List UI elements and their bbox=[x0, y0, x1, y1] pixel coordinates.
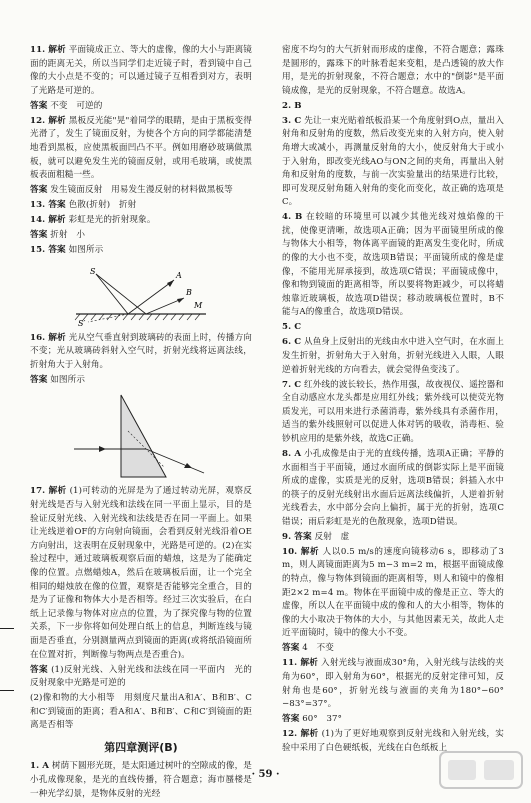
fig-label-s: S bbox=[90, 266, 96, 276]
q14-answer-label: 答案 bbox=[30, 230, 48, 241]
q17-answer-2 bbox=[30, 692, 252, 733]
q16-label: 16. 解析 bbox=[30, 332, 66, 343]
sec-q4-text: 在较暗的环境里可以减少其他光线对烛焰像的干扰，使像更清晰，故选项A正确；因为平面镜里所成的像与物体大小相等，物体离平面镜的距离发生变化时，所成的像的大小也不变，故选项B错误；平面镜所成的像是虚像，不能用光屏承接到，故选项C错误；平面镜成像中，像和物到镜面的距离相等，所以要将物距减少，可以将蜡烛靠近玻璃板，故选项D错误；移动玻璃板位置时，B不能与A的像重合，故选项D错误。 bbox=[282, 212, 504, 318]
sec-q9 bbox=[282, 531, 504, 545]
sec-q3-label: 3. C bbox=[282, 115, 302, 126]
q11-answer-label: 答案 bbox=[30, 100, 48, 111]
sec-q6 bbox=[282, 336, 504, 377]
sec-q10-label: 10. 解析 bbox=[282, 546, 320, 557]
q16-prism-diagram bbox=[66, 391, 216, 481]
right-column bbox=[282, 44, 504, 757]
q17-explanation bbox=[30, 485, 252, 662]
sec-q1-continued: 密度不均匀的大气折射而形成的虚像，不符合题意；露珠是圆形的，露珠下的叶脉看起来变粗，是凸透镜的放大作用，是光的折射现象，不符合题意；水中的"倒影"是平面镜成像，是光的反射现象，不符合题意。故选A。 bbox=[282, 45, 504, 96]
q12-text: 黑板反光能"晃"着同学的眼睛，是由于黑板变得光滑了，发生了镜面反射，为使各个方向的同学都能清楚地看到黑板，应使黑板面凹凸不平。例如用磨砂玻璃做黑板，就可以避免发生光的镜面反射，或用毛玻璃，或使黑板表面粗糙一些。 bbox=[30, 115, 252, 181]
sec-q11 bbox=[282, 657, 504, 711]
sec-q9-label: 9. 答案 bbox=[282, 531, 312, 542]
q13-text: 色散(折射) 折射 bbox=[68, 200, 137, 211]
sec-q11-label: 11. 解析 bbox=[282, 658, 319, 669]
sec-q2-label: 2. B bbox=[282, 100, 302, 111]
sec-q8-label: 8. A bbox=[282, 448, 302, 459]
sec-q1-label: 1. A bbox=[30, 761, 50, 772]
sec-q11-answer-text: 60° 37° bbox=[302, 714, 342, 725]
sec-q1-text: 树荫下圆形光斑，是太阳通过树叶的空隙成的像，是小孔成像现象，是光的直线传播，符合题意；海市蜃楼是一种光学幻景，是物体反射的光经 bbox=[30, 761, 252, 799]
fig-label-a: A bbox=[176, 270, 182, 280]
q17-text: (1)可转动的光屏是为了通过转动光屏，观察反射光线是否与入射光线和法线在同一平面上显示，目的是验证反射光线、入射光线和法线是否在同一平面上。如果让光线逆着OF的方向射向镜面，会看到反射光线沿着OE方向射出，这表明在反射现象中，光路是可逆的。(2)在实验过程中，通过玻璃板观察后面的蜡烛，这是为了能确定像的位置。点燃蜡烛A，然后在玻璃板后面，让一个完全相同的蜡烛放在像的位置，观察是否能够完全重合，目的是为了证像和物体大小是否相等。经过三次实验后，在白纸上记录像与物体对应点的位置，为了探究像与物的位置关系，下一步你将如何处理白纸上的信息，判断连线与镜面是否垂直，分别测量两点到镜面的距离(或将纸沿镜面所在位置对折，判断像与物两点是否重合)。 bbox=[30, 486, 252, 660]
q17-answer-label: 答案 bbox=[30, 664, 48, 675]
q17-label: 17. 解析 bbox=[30, 486, 67, 497]
q14-answer bbox=[30, 229, 252, 243]
q12-answer-text: 发生镜面反射 用易发生漫反射的材料做黑板等 bbox=[50, 185, 233, 196]
q15-answer bbox=[30, 244, 252, 258]
sec-q11-text: 入射光线与液面成30°角，入射光线与法线的夹角为60°，即入射角为60°，根据光的反射定律可知，反射角也是60°，折射光线与液面的夹角为180°−60°−83°=37°。 bbox=[282, 658, 504, 710]
page-number: · 59 · bbox=[251, 769, 280, 780]
sec-q11-answer bbox=[282, 713, 504, 727]
q16-explanation bbox=[30, 332, 252, 373]
sec-q10-answer-label: 答案 bbox=[282, 643, 300, 654]
q16-answer-label: 答案 bbox=[30, 374, 48, 385]
watermark-stamp bbox=[438, 748, 524, 792]
sec-q1 bbox=[30, 760, 252, 801]
q14-explanation bbox=[30, 214, 252, 228]
q11-text: 平面镜成正立、等大的虚像，像的大小与距离镜面的距离无关，所以当同学们走近镜子时，看到镜中自己像的大小点是不变的；可以通过镜子互相看到对方，表明了光路是可逆的。 bbox=[30, 45, 252, 96]
q11-label: 11. 解析 bbox=[30, 45, 66, 55]
sec-q8 bbox=[282, 448, 504, 530]
sec-q10 bbox=[282, 546, 504, 641]
sec-q5-label: 5. C bbox=[282, 322, 302, 333]
q17-answer-part2: (2)像和物的大小相等 用刻度尺量出A和A′、B和B′、C和C′到镜面的距离；看A和A′、B和B′、C和C′到镜面的距离是否相等 bbox=[30, 693, 252, 731]
sec-q7-text: 红外线的波长较长，热作用强，故夜视仪、遥控器和全自动感应水龙头都是应用红外线；紫外线可以使荧光物质发光，可以用来进行杀菌消毒，紫外线具有杀菌作用，适当的紫外线照射可以促进人体对钙的吸收，消毒柜、验钞机应用的是紫外线，故选C正确。 bbox=[282, 379, 505, 444]
q11-explanation bbox=[30, 44, 252, 98]
q13-label: 13. 答案 bbox=[30, 200, 66, 211]
q12-label: 12. 解析 bbox=[30, 115, 66, 126]
margin-tick bbox=[0, 628, 14, 629]
q15-label: 15. 答案 bbox=[30, 245, 66, 256]
sec-q12-label: 12. 解析 bbox=[282, 729, 319, 740]
q12-explanation bbox=[30, 115, 252, 183]
q16-answer-text: 如图所示 bbox=[50, 374, 86, 385]
q11-answer bbox=[30, 100, 252, 114]
fig-label-m: M bbox=[194, 300, 203, 310]
q16-text: 光从空气垂直射到玻璃砖的表面上时，传播方向不变；光从玻璃砖斜射入空气时，折射光线将远离法线，折射角大于入射角。 bbox=[30, 332, 252, 370]
sec-q12-text: (1)为了更好地观察到反射光线和入射光线，实验中采用了白色硬纸板，光线在白色纸板上 bbox=[282, 729, 504, 753]
sec-q6-text: 从鱼身上反射出的光线由水中进入空气时，在水面上发生折射，折射角大于入射角，折射光线进入人眼，人眼逆着折射光线的方向看去，就会觉得鱼变浅了。 bbox=[282, 337, 505, 375]
sec-q9-text: 反射 虚 bbox=[314, 531, 350, 542]
sec-q11-answer-label: 答案 bbox=[282, 714, 300, 725]
q14-answer-text: 折射 小 bbox=[50, 230, 86, 241]
sec-q10-answer bbox=[282, 642, 504, 656]
sec-q4 bbox=[282, 211, 504, 320]
q16-answer bbox=[30, 374, 252, 388]
sec-q4-label: 4. B bbox=[282, 212, 303, 223]
q15-text: 如图所示 bbox=[68, 245, 104, 256]
margin-tick bbox=[0, 690, 14, 691]
sec-q10-text: 人以0.5 m/s的速度向镜移动6 s，即移动了3 m，则人离镜面距离为5 m−3 m=2 m，根据平面镜成像的特点，像与物体到镜面的距离相等，则人和镜中的像相距2×2 m=4 m。物体在平面镜中成的像是正立、等大的虚像，所以人在平面镜中成的像和人的大小相等，物体的像的大小取决于物体的大小，与其他因素无关，故此人走近平面镜时，镜中的像大小不变。 bbox=[282, 546, 504, 639]
q17-answer bbox=[30, 664, 252, 691]
sec-q8-text: 小孔成像是由于光的直线传播，选项A正确；平静的水面相当于平面镜，通过水面所成的倒影实际上是平面镜所成的虚像，实质是光的反射，选项B错误；斜插入水中的筷子的反射光线射出水面后远离法线偏折，人逆着折射光线看去，水中部分会向上偏折，属于光的折射，选项C错误；雨后彩虹是光的色散现象，选项D错误。 bbox=[282, 448, 504, 527]
sec-q10-answer-text: 4 不变 bbox=[302, 643, 334, 654]
q14-text: 彩虹是光的折射现象。 bbox=[68, 215, 156, 226]
q13-answer bbox=[30, 199, 252, 213]
q17-answer-part1: (1)反射光线、入射光线和法线在同一平面内 光的反射现象中光路是可逆的 bbox=[30, 664, 252, 689]
sec-q5 bbox=[282, 321, 504, 335]
q15-mirror-diagram bbox=[66, 262, 216, 328]
sec-q6-label: 6. C bbox=[282, 337, 302, 348]
sec-q7-label: 7. C bbox=[282, 379, 302, 390]
sec-q3-text: 先让一束光贴着纸板沿某一个角度射到O点，量出入射角和反射角的度数，然后改变光束的入射方向，使入射角增大或减小，再测量反射角的大小，使反射角大于或小于入射角，即改变光线AO与ON之间的夹角，再量出入射角和反射角的度数，与前一次实验量出的结果进行比较，即可发现反射角随入射角的变化而变化，故正确的选项是C。 bbox=[282, 115, 504, 208]
section-title: 第四章测评(B) bbox=[104, 740, 178, 754]
q12-answer bbox=[30, 184, 252, 198]
left-column bbox=[30, 44, 252, 803]
sec-q7 bbox=[282, 379, 504, 447]
q11-answer-text: 不变 可逆的 bbox=[50, 100, 103, 111]
fig-label-b: B bbox=[186, 287, 192, 297]
sec-q2 bbox=[282, 100, 504, 114]
q12-answer-label: 答案 bbox=[30, 185, 48, 196]
sec-q3 bbox=[282, 115, 504, 210]
fig-label-s-prime: S′ bbox=[78, 318, 86, 328]
q14-label: 14. 解析 bbox=[30, 215, 66, 226]
